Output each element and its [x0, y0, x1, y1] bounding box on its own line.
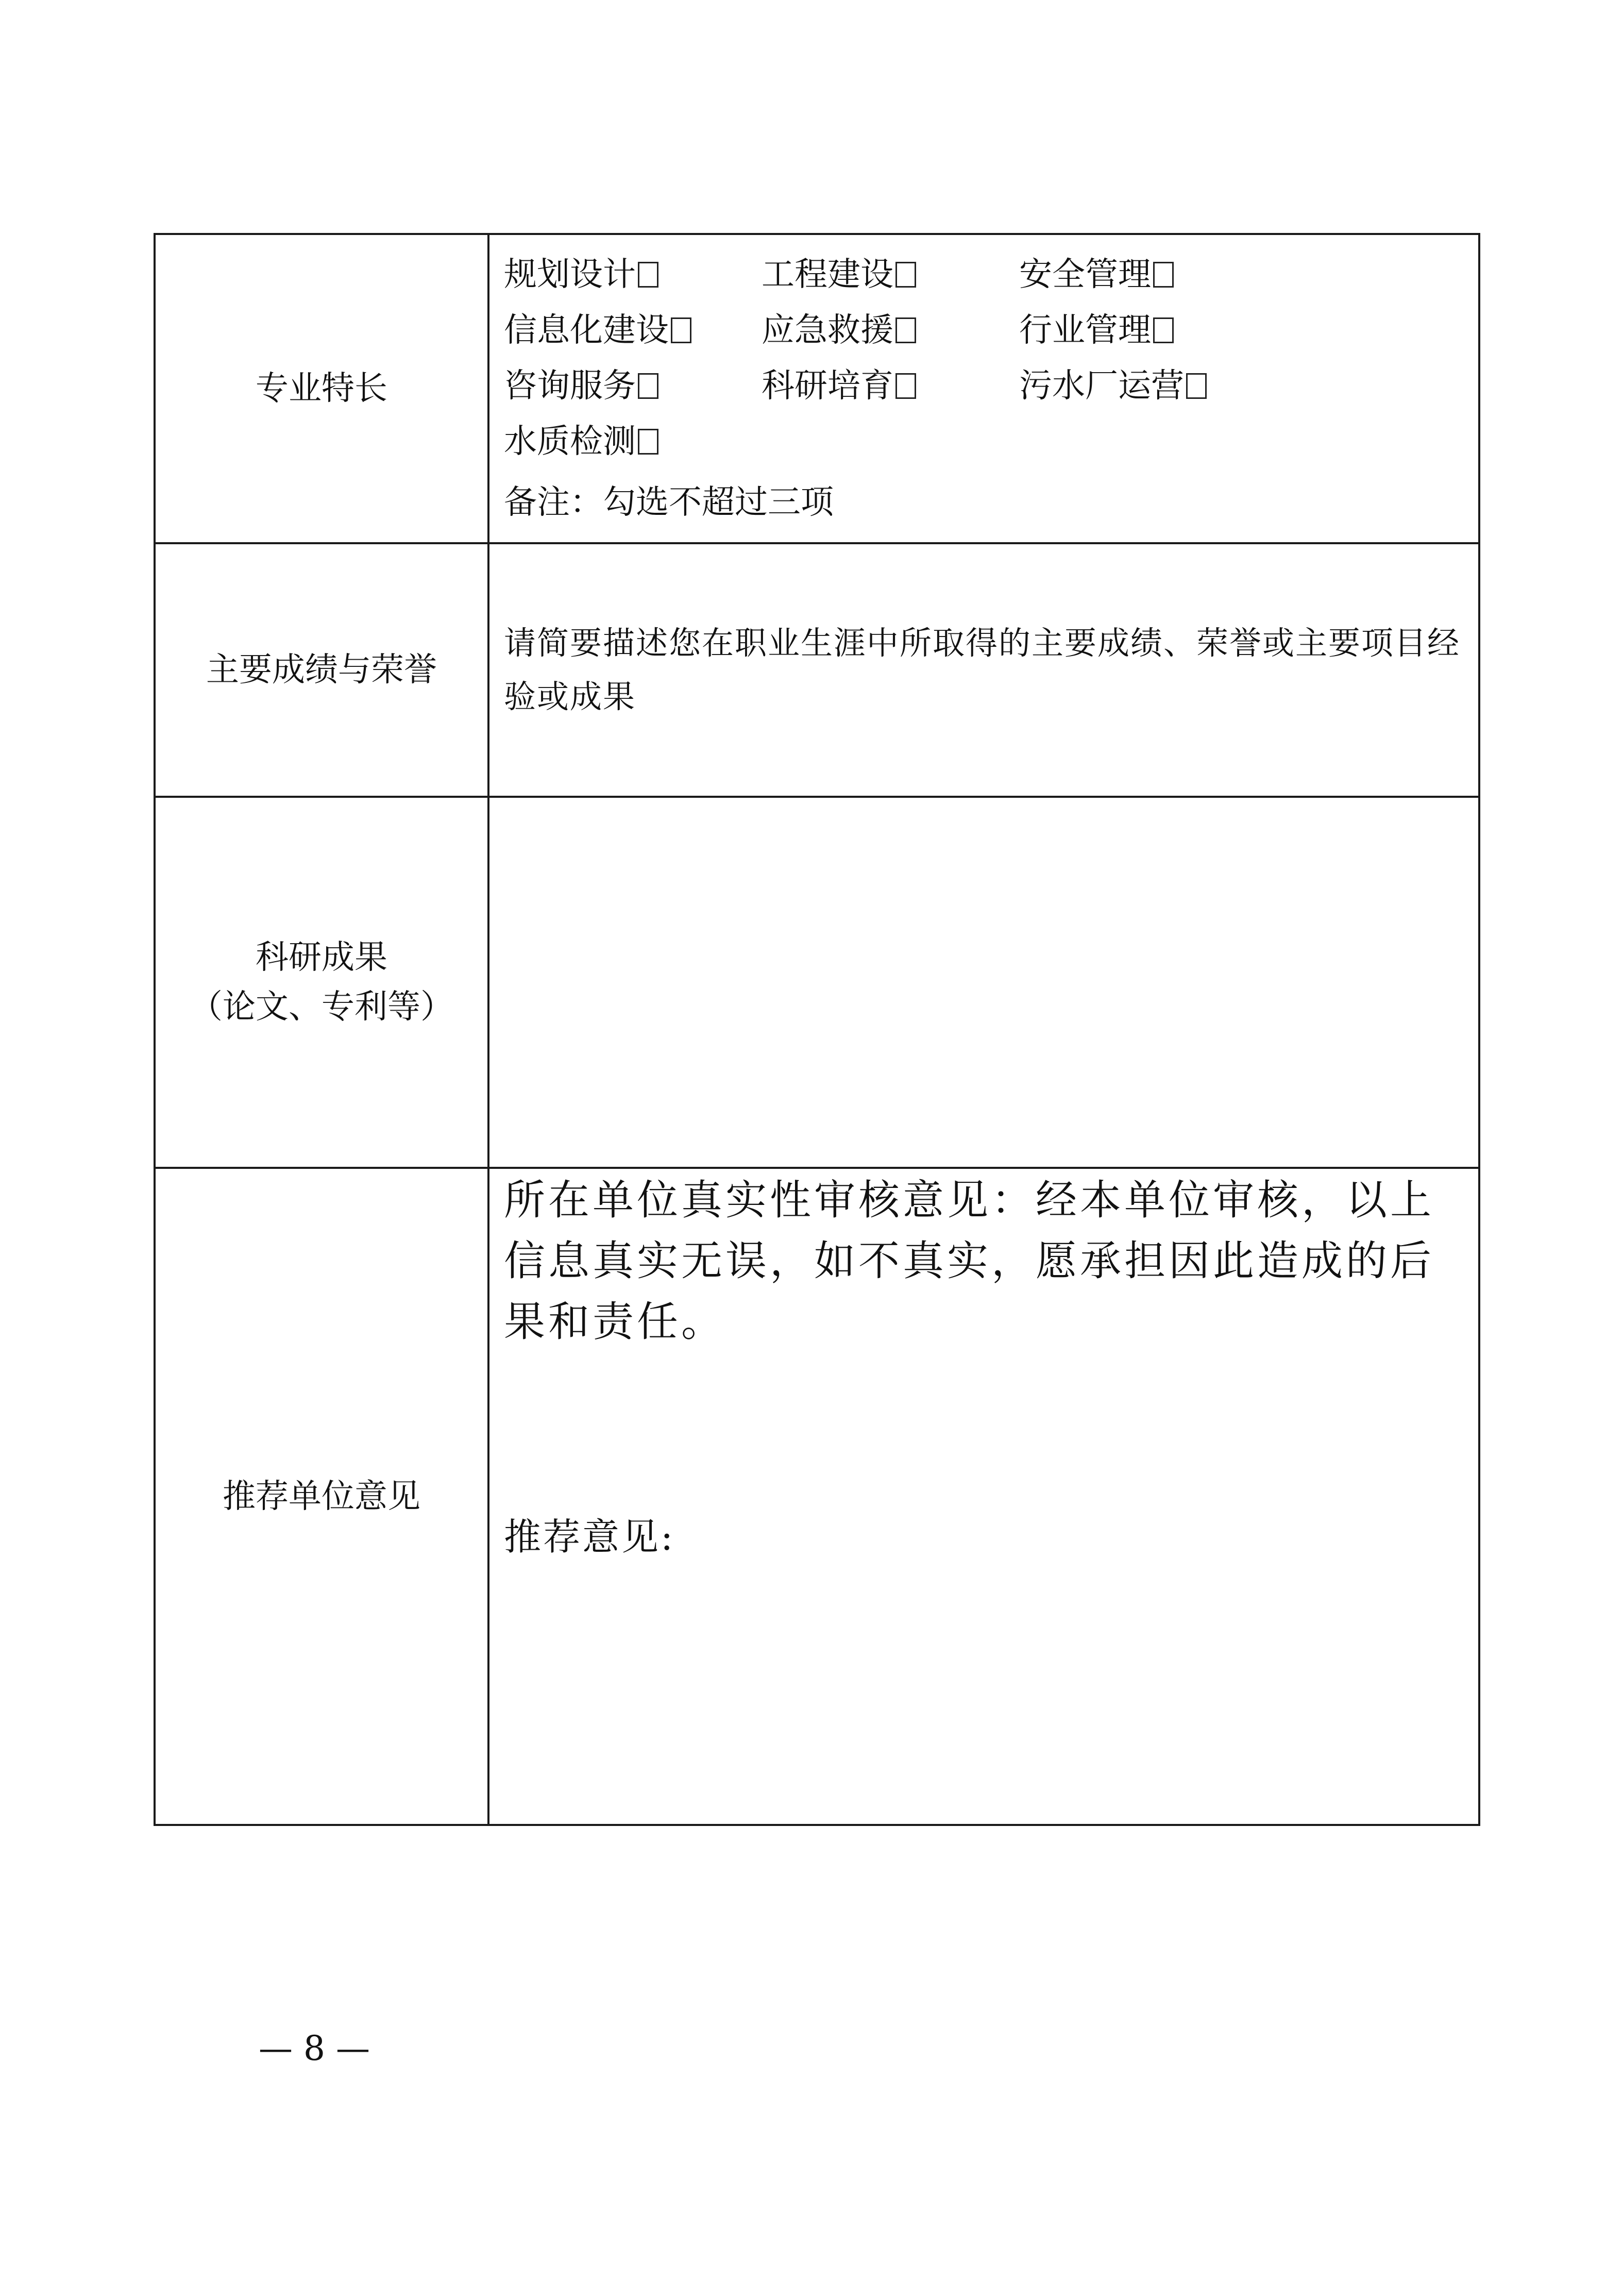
specialty-options-cell	[488, 234, 1479, 543]
research-label-line2: （论文、专利等）	[190, 988, 453, 1026]
specialty-row	[155, 234, 1479, 543]
specialty-label: 专业特长	[155, 234, 488, 543]
checkbox-icon[interactable]	[1153, 317, 1174, 343]
specialty-note: 备注：勾选不超过三项	[504, 483, 834, 522]
checkbox-icon[interactable]	[638, 262, 658, 288]
checkbox-icon[interactable]	[671, 317, 691, 343]
option-planning-design[interactable]: 规划设计	[504, 249, 762, 300]
option-water-quality-testing[interactable]: 水质检测	[504, 416, 762, 467]
research-row	[155, 797, 1479, 1168]
recommendation-row	[155, 1168, 1479, 1825]
application-form-table	[154, 233, 1480, 1826]
checkbox-icon[interactable]	[895, 262, 916, 288]
option-industry-management[interactable]: 行业管理	[1019, 305, 1277, 356]
recommendation-opinion-label: 推荐意见:	[504, 1515, 675, 1558]
checkbox-icon[interactable]	[638, 429, 658, 455]
option-safety-management[interactable]: 安全管理	[1019, 249, 1277, 300]
checkbox-icon[interactable]	[895, 317, 916, 343]
option-wastewater-plant-operation[interactable]: 污水厂运营	[1019, 360, 1277, 412]
option-research-cultivation[interactable]: 科研培育	[762, 360, 1019, 412]
option-engineering-construction[interactable]: 工程建设	[762, 249, 1019, 300]
recommendation-field[interactable]	[488, 1168, 1479, 1825]
achievements-field[interactable]	[488, 543, 1479, 797]
checkbox-icon[interactable]	[1186, 373, 1207, 399]
option-emergency-rescue[interactable]: 应急救援	[762, 305, 1019, 356]
achievements-label: 主要成绩与荣誉	[155, 543, 488, 797]
option-informatization[interactable]: 信息化建设	[504, 305, 762, 356]
research-label-line1: 科研成果	[256, 938, 387, 977]
research-field[interactable]	[488, 797, 1479, 1168]
specialty-options	[504, 249, 1464, 467]
research-label	[155, 797, 488, 1168]
checkbox-icon[interactable]	[638, 373, 658, 399]
checkbox-icon[interactable]	[895, 373, 916, 399]
recommendation-label: 推荐单位意见	[155, 1168, 488, 1825]
achievements-hint: 请简要描述您在职业生涯中所取得的主要成绩、荣誉或主要项目经验或成果	[504, 624, 1461, 715]
verification-statement: 所在单位真实性审核意见：经本单位审核，以上信息真实无误，如不真实，愿承担因此造成的后果和责任。	[504, 1176, 1434, 1346]
option-consulting-service[interactable]: 咨询服务	[504, 360, 762, 412]
achievements-row	[155, 543, 1479, 797]
page-number: — 8 —	[259, 2029, 370, 2068]
checkbox-icon[interactable]	[1153, 262, 1174, 288]
